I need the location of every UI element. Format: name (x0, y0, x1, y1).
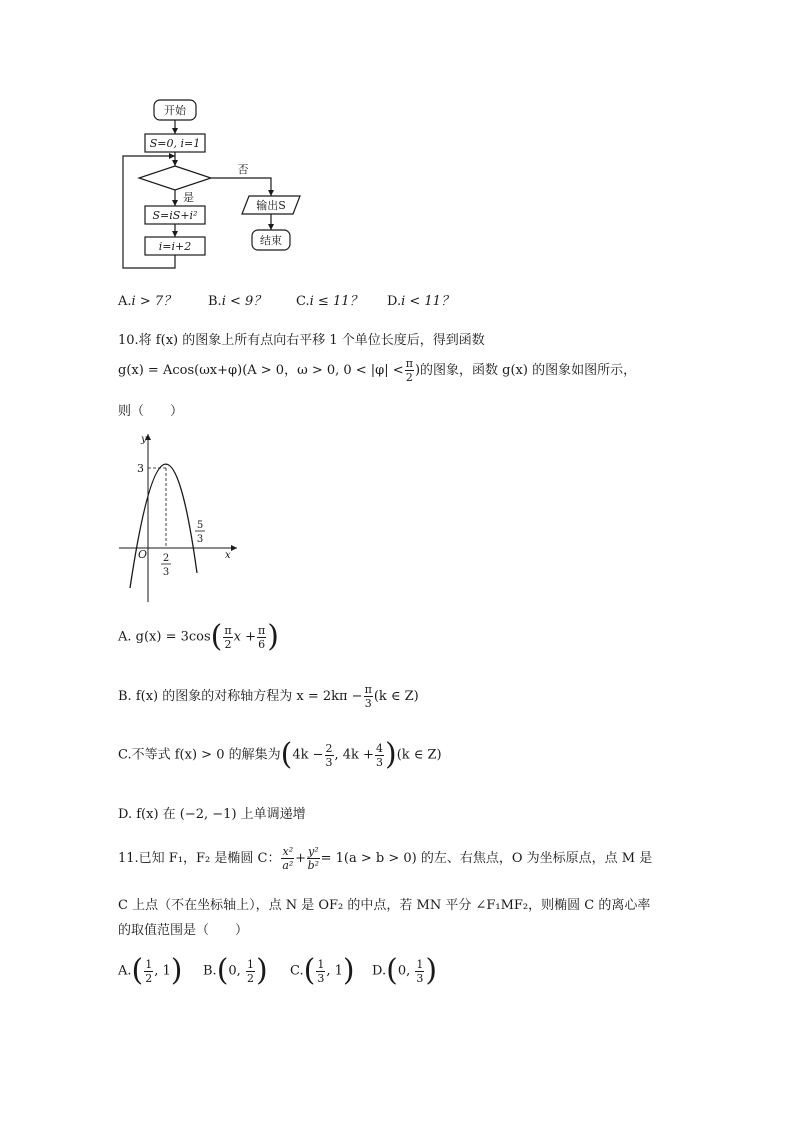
frac-numerator: π (405, 357, 413, 370)
q10-option-b (118, 684, 419, 709)
x-root-denominator: 3 (196, 534, 204, 545)
frac-denominator: 3 (317, 971, 325, 985)
q10-option-a-pre: A. g(x) = 3cos (118, 629, 211, 645)
option-text: i < 9？ (221, 294, 267, 309)
option-rest: , 1 (326, 963, 343, 979)
flowchart-yes-label: 是 (183, 191, 194, 204)
frac-denominator: b² (307, 859, 320, 872)
frac-numerator: 4 (375, 741, 383, 755)
frac-denominator: 3 (416, 971, 424, 985)
frac-denominator: 2 (224, 637, 232, 651)
flowchart-no-label: 否 (237, 163, 249, 176)
frac-denominator: 6 (258, 637, 266, 651)
q10-option-b-post: (k ∈ Z) (373, 689, 419, 704)
q10-option-b-pre: B. f(x) 的图象的对称轴方程为 x = 2kπ − (118, 689, 363, 704)
flowchart-output-label: 输出S (256, 199, 286, 212)
option-a-frac (144, 959, 153, 984)
q10-option-c-pre: C.不等式 f(x) > 0 的解集为 (118, 747, 281, 763)
option-pre: 0, (397, 963, 415, 979)
q11-option-b: B.(0, $\frac{1}{2}$ ) (203, 953, 268, 988)
q9-option-c (296, 290, 362, 309)
frac-denominator: a² (282, 859, 294, 872)
frac-numerator: 1 (246, 957, 254, 971)
y-tick-3: 3 (137, 462, 144, 475)
frac-numerator: π (224, 623, 232, 637)
frac-numerator: 1 (145, 957, 153, 971)
q11-line1-post: = 1(a > b > 0) 的左、右焦点，O 为坐标原点，点 M 是 (320, 851, 653, 866)
q10-option-b-frac (364, 684, 373, 709)
frac-denominator: 2 (246, 971, 254, 985)
q10-option-c-frac1 (325, 743, 334, 768)
q10-option-c-post: (k ∈ Z) (396, 747, 442, 763)
q10-line1: 10.将 f(x) 的图象上所有点向右平移 1 个单位长度后，得到函数 (118, 333, 485, 348)
frac-denominator: 3 (364, 697, 372, 710)
option-letter: C. (296, 294, 310, 309)
frac-numerator: x² (282, 845, 294, 858)
q10-option-a: A. g(x) = 3cos( $\frac{\pi}{2}$ x + $\frac{\pi}{6}$ ) (118, 619, 279, 654)
q11-eq-x-frac (281, 846, 294, 871)
q10-option-c-b: , 4k + (334, 747, 374, 763)
q11-line3: 的取值范围是（ ） (118, 923, 249, 938)
q11-option-a: A.( $\frac{1}{2}$ , 1) (118, 953, 183, 988)
q11-option-c: C.( $\frac{1}{3}$ , 1) (290, 953, 355, 988)
q10-line2 (118, 358, 636, 383)
frac-numerator: 2 (325, 741, 333, 755)
frac-numerator: 1 (317, 957, 325, 971)
flowchart (110, 92, 330, 274)
flowchart-start-label: 开始 (164, 104, 186, 117)
q10-option-c-frac2 (375, 743, 384, 768)
option-b-frac (246, 959, 255, 984)
q10-line3: 则（ ） (118, 404, 184, 419)
x-root-numerator: 5 (196, 520, 204, 531)
flowchart-decision-diamond (139, 166, 211, 190)
q10-option-c-a: 4k − (292, 747, 324, 763)
option-d-frac (415, 959, 424, 984)
q10-option-a-mid: x + (233, 629, 256, 645)
q11-line2: C 上点（不在坐标轴上），点 N 是 OF₂ 的中点，若 MN 平分 ∠F₁MF₂，则椭圆 C 的离心率 (118, 898, 651, 913)
frac-denominator: 3 (325, 755, 333, 769)
flowchart-update-i-label: i=i+2 (158, 240, 192, 253)
frac-numerator: y² (308, 845, 319, 858)
q9-option-d (387, 290, 454, 309)
option-text: i > 7？ (131, 294, 177, 309)
frac-denominator: 3 (375, 755, 383, 769)
q10-line2-fraction (405, 358, 414, 383)
frac-denominator: 2 (405, 371, 413, 384)
frac-numerator: π (257, 623, 266, 637)
option-letter: D. (372, 963, 387, 979)
q10-graph (115, 428, 245, 608)
option-letter: A. (118, 294, 132, 309)
x-tick-numerator: 2 (162, 553, 170, 564)
q10-line2-pre: g(x) = Acos(ωx+φ)(A > 0，ω > 0, 0 < |φ| < (118, 363, 404, 378)
flowchart-init-label: S=0, i=1 (149, 137, 201, 150)
frac-denominator: 2 (145, 971, 153, 985)
frac-numerator: 1 (416, 957, 424, 971)
q9-option-a (118, 290, 176, 309)
option-text: i ≤ 11？ (309, 294, 363, 309)
q11-eq-plus: + (295, 851, 307, 866)
q10-option-c: C.不等式 f(x) > 0 的解集为(4k − $\frac{2}{3}$ , 4k + $\frac{4}{3}$ )(k ∈ Z) (118, 737, 442, 772)
option-c-frac (316, 959, 325, 984)
q10-option-a-frac1 (223, 625, 232, 650)
q11-eq-y-frac (307, 846, 320, 871)
q11-option-d: D.(0, $\frac{1}{3}$ ) (372, 953, 438, 988)
option-pre: 0, (228, 963, 245, 979)
q9-option-b (208, 290, 266, 309)
option-letter: B. (208, 294, 222, 309)
option-letter: D. (387, 294, 402, 309)
q11-line1 (118, 846, 652, 871)
option-rest: , 1 (154, 963, 171, 979)
option-letter: B. (203, 963, 217, 979)
x-tick-denominator: 3 (162, 567, 170, 578)
q11-line1-pre: 11.已知 F₁，F₂ 是椭圆 C： (118, 851, 281, 866)
flowchart-update-s-label: S=iS+i² (152, 209, 198, 222)
origin-label: O (138, 548, 148, 561)
option-text: i < 11？ (401, 294, 454, 309)
frac-numerator: π (364, 683, 372, 696)
q10-option-d: D. f(x) 在 (−2, −1) 上单调递增 (118, 807, 306, 822)
q10-option-a-frac2 (257, 625, 266, 650)
option-letter: C. (290, 963, 304, 979)
q10-line2-post: )的图象，函数 g(x) 的图象如图所示， (414, 363, 637, 378)
flowchart-end-label: 结束 (260, 234, 282, 247)
option-letter: A. (118, 963, 132, 979)
y-axis-label: y (141, 434, 147, 445)
x-axis-label: x (225, 550, 231, 561)
